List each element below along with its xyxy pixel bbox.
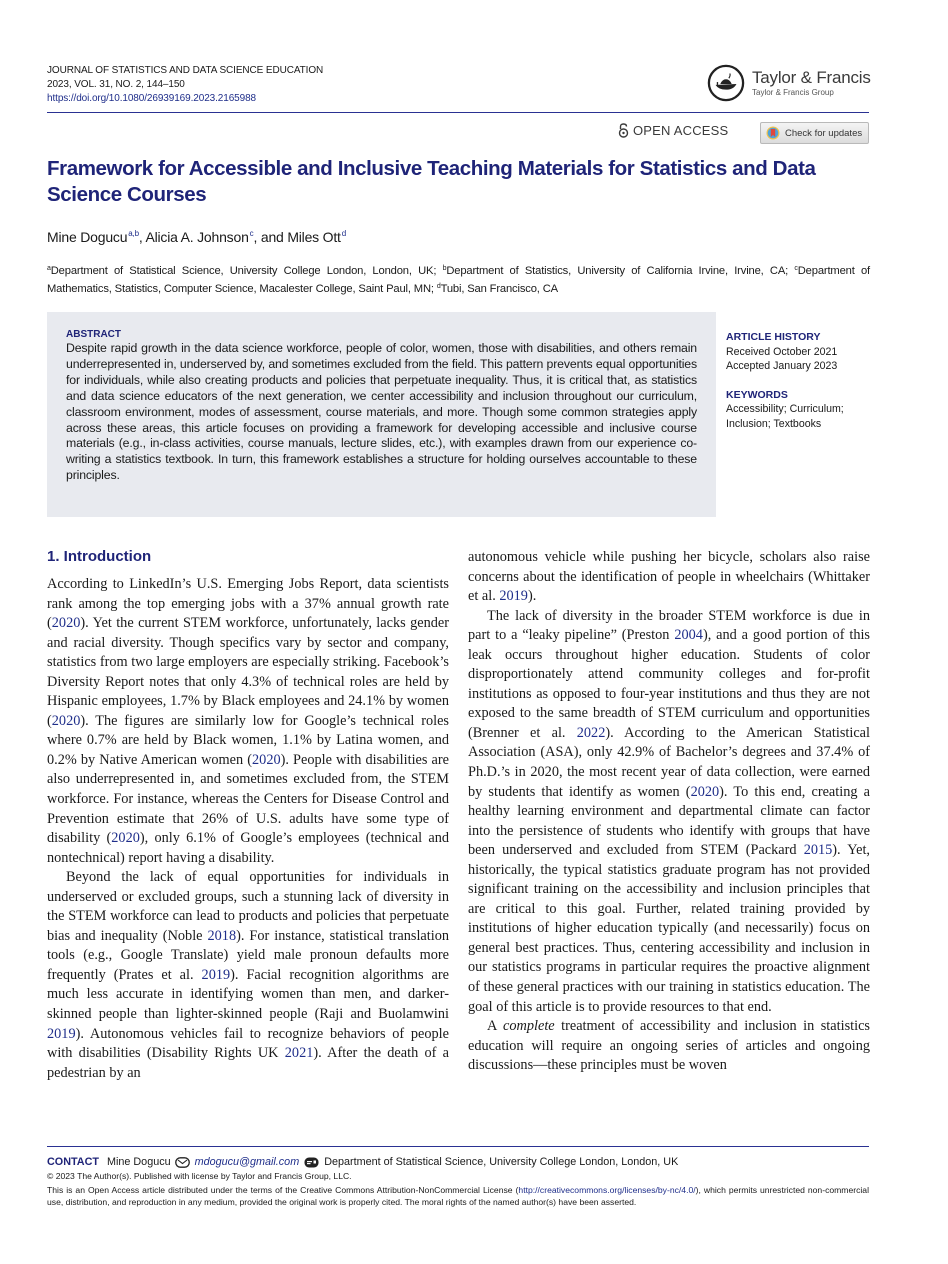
- check-for-updates-button[interactable]: [760, 122, 869, 144]
- body-column-right: [468, 548, 870, 1076]
- body-text: ). For instance, statistical translation tools (e.g., Google Translate) yield male pronoun defaults more frequently (Prates et al.: [47, 927, 449, 983]
- body-text: ). To this end, creating a healthy learning environment and departmental climate can factor into the persistence of students who identify with groups that have been underserved and excluded from STEM (Packard: [468, 783, 870, 859]
- body-text: A: [487, 1018, 504, 1035]
- body-text: The lack of diversity in the broader STEM workforce is due in part to a “leaky pipeline” (Preston: [468, 607, 870, 644]
- abstract-label: ABSTRACT: [66, 329, 121, 340]
- author-name[interactable]: Mine Dogucu: [47, 229, 128, 245]
- journal-info: [47, 64, 323, 106]
- header-divider: [47, 112, 869, 113]
- affiliation-key: a: [47, 265, 51, 272]
- author-affiliation-marker[interactable]: c: [249, 229, 254, 238]
- author-name[interactable]: Miles Ott: [287, 229, 341, 245]
- affiliation-key: b: [442, 265, 447, 272]
- body-text: Beyond the lack of equal opportunities for individuals in underserved or excluded groups, such a stunning lack of diversity in the STEM workforce can lead to products and policies that perpetuate bias and inequality (Noble: [47, 869, 449, 944]
- citation-link[interactable]: 2020: [51, 615, 81, 632]
- article-metadata-sidebar: [726, 330, 886, 431]
- open-lock-icon: [618, 123, 629, 138]
- citation-link[interactable]: 2004: [674, 627, 703, 644]
- author-affiliation-marker[interactable]: a,b: [128, 229, 139, 238]
- citation-link[interactable]: 2019: [47, 1025, 76, 1042]
- envelope-icon: [175, 1157, 190, 1168]
- abstract-panel: [47, 312, 716, 517]
- keywords-label: KEYWORDS: [726, 388, 788, 401]
- body-text: ). The figures are similarly low for Google’s technical roles where 0.7% are held by Black women, 1.1% by Latina women, and 0.2% by Native American women (: [47, 712, 449, 768]
- body-text: According to LinkedIn’s U.S. Emerging Jobs Report, data scientists rank among the top emerging jobs with a 37% annual growth rate (: [47, 576, 449, 632]
- citation-link[interactable]: 2020: [111, 830, 140, 847]
- affiliation-text: Department of Statistical Science, University College London, London, UK;: [50, 265, 443, 277]
- body-paragraph: [468, 607, 870, 1017]
- license-url-link[interactable]: http://creativecommons.org/licenses/by-nc/4.0/: [518, 1185, 696, 1195]
- citation-link[interactable]: 2019: [201, 966, 231, 983]
- journal-name: JOURNAL OF STATISTICS AND DATA SCIENCE EDUCATION: [47, 65, 324, 76]
- body-text: ). Yet, historically, the typical statistics graduate program has not provided significant training on the accessibility and inclusion principles that are critical to this goal. Further, related training provided by institutions of higher education typically (and necessarily) focus on general best practices. Thus, centering accessibility and inclusion in our statistics programs in particular requires the proactive alignment of these general practices with our training in statistics education. The goal of this article is to provide resources to that end.: [468, 842, 870, 1015]
- open-access-label: OPEN ACCESS: [633, 123, 729, 138]
- citation-link[interactable]: 2020: [690, 783, 720, 800]
- body-text: autonomous vehicle while pushing her bicycle, scholars also raise concerns about the identification of people in wheelchairs (Whittaker et al.: [468, 549, 870, 605]
- body-paragraph: [468, 1017, 870, 1076]
- affiliation-text: Department of Statistics, University of California Irvine, Irvine, CA;: [446, 265, 795, 277]
- citation-link[interactable]: 2015: [803, 842, 833, 859]
- affiliations: [47, 261, 870, 297]
- author-affiliation-marker[interactable]: d: [341, 229, 346, 238]
- body-text: ), only 6.1% of Google’s employees (technical and nontechnical) report having a disability.: [47, 830, 449, 866]
- body-paragraph: [468, 548, 870, 607]
- check-for-updates-label: Check for updates: [785, 127, 863, 139]
- citation-link[interactable]: 2020: [51, 712, 81, 729]
- publisher-name: Taylor & Francis: [752, 68, 871, 87]
- body-paragraph: [47, 575, 449, 868]
- body-text: ). People with disabilities are also underrepresented in, and sometimes excluded from, the STEM workforce. For instance, whereas the Centers for Disease Control and Prevention estimate that 26% of U.S. adults have some type of disability (: [47, 751, 449, 847]
- contact-email-link[interactable]: mdogucu@gmail.com: [194, 1156, 300, 1168]
- contact-label: CONTACT: [47, 1156, 99, 1168]
- emphasis-text: complete: [503, 1018, 555, 1035]
- crossmark-icon: [766, 126, 780, 140]
- right-paragraphs: [468, 548, 870, 1076]
- accepted-date: Accepted January 2023: [726, 360, 838, 372]
- body-text: ). Facial recognition algorithms are much less accurate in identifying women than men, and darker-skinned people than lighter-skinned people (Raji and Buolamwini: [47, 966, 449, 1023]
- body-text: ).: [527, 588, 537, 605]
- affiliation-text: Department of Mathematics, Statistics, Computer Science, Macalester College, Saint Paul, MN;: [47, 265, 870, 295]
- contact-line: [47, 1155, 678, 1169]
- license-text: ), which permits unrestricted non-commercial use, distribution, and reproduction in any medium, provided the original work is properly cited. The moral rights of the named author(s) have been asserted.: [47, 1185, 869, 1207]
- body-text: ). Yet the current STEM workforce, unfortunately, lacks gender and racial diversity. Though specifics vary by sector and company, statistics from two large employers are especially striking. Facebook’s Diversity Report notes that only 4.3% of technical roles are held by Hispanic employees, 1.7% by Black employees and 24.1% by women (: [47, 615, 449, 729]
- article-title: Framework for Accessible and Inclusive Teaching Materials for Statistics and Data Science Courses: [47, 157, 816, 206]
- article-history-label: ARTICLE HISTORY: [726, 331, 821, 343]
- contact-name: Mine Dogucu: [106, 1156, 171, 1168]
- body-text: ). According to the American Statistical Association (ASA), only 42.9% of Bachelor’s degrees and 37.4% of Ph.D.’s in 2020, the most recent year of data collection, were earned by students that identify as women (: [468, 724, 870, 800]
- abstract-text: Despite rapid growth in the data science workforce, people of color, women, those with disabilities, and others remain underrepresented in, underserved by, and sometimes excluded from the field. This pattern prevents equal opportunities for individuals, while also creating products and policies that perpetuate inequality. Thus, it is critical that, as statistics and data science educators of the next generation, we center accessibility and inclusion throughout our curriculum, classroom environment, modes of assessment, course materials, and more. Though some common strategies apply across these areas, this article focuses on providing a framework for developing accessible and inclusive course materials (e.g., in-class activities, course manuals, lecture slides, etc.), with examples drawn from our experience co-writing a statistics textbook. In turn, this framework establishes a structure for holding ourselves accountable to these principles.: [66, 341, 697, 483]
- citation-link[interactable]: 2018: [207, 927, 237, 944]
- author-name[interactable]: Alicia A. Johnson: [145, 229, 249, 245]
- copyright-notice: © 2023 The Author(s). Published with license by Taylor and Francis Group, LLC.: [47, 1171, 352, 1181]
- publisher-group: Taylor & Francis Group: [752, 88, 834, 97]
- citation-link[interactable]: 2022: [576, 724, 606, 741]
- open-access-badge: [618, 123, 728, 138]
- citation-link[interactable]: 2020: [252, 751, 281, 768]
- license-notice: [47, 1185, 869, 1208]
- doi-link[interactable]: https://doi.org/10.1080/26939169.2023.2165988: [47, 93, 257, 104]
- body-text: ). Autonomous vehicles fail to recognize behaviors of people with disabilities (Disability Rights UK: [47, 1025, 449, 1062]
- license-text: This is an Open Access article distributed under the terms of the Creative Commons Attribution-NonCommercial License (: [47, 1185, 519, 1195]
- citation-link[interactable]: 2019: [499, 588, 528, 605]
- received-date: Received October 2021: [726, 345, 838, 358]
- body-paragraph: [47, 868, 449, 1083]
- section-heading: 1. Introduction: [47, 548, 152, 565]
- contact-address: Department of Statistical Science, University College London, London, UK: [324, 1156, 679, 1168]
- citation-link[interactable]: 2021: [284, 1045, 314, 1062]
- keywords-list: Accessibility; Curriculum; Inclusion; Textbooks: [726, 403, 844, 430]
- affiliation-key: c: [794, 265, 798, 272]
- volume-info: 2023, VOL. 31, NO. 2, 144–150: [47, 79, 185, 90]
- address-card-icon: [304, 1157, 319, 1168]
- left-paragraphs: [47, 575, 449, 1083]
- body-text: treatment of accessibility and inclusion in statistics education will require an ongoing series of articles and ongoing discussions—these principles must be woven: [468, 1018, 870, 1074]
- body-column-left: [47, 547, 449, 1083]
- affiliation-text: Tubi, San Francisco, CA: [440, 283, 558, 295]
- publisher-logo: [707, 64, 871, 102]
- body-text: ), and a good portion of this leak occurs throughout higher education. Students of color disproportionately attend community colleges and for-profit institutions as opposed to four-year institutions and thus they are not exposed to the same breadth of STEM curriculum and opportunities (Brenner et al.: [468, 627, 871, 741]
- body-text: ). After the death of a pedestrian by an: [47, 1045, 449, 1081]
- footer-divider: [47, 1146, 869, 1147]
- author-separator: ,: [138, 229, 146, 245]
- lamp-logo-icon: [707, 64, 745, 102]
- author-list: [47, 229, 346, 245]
- author-separator: , and: [253, 229, 288, 245]
- affiliation-key: d: [436, 283, 441, 290]
